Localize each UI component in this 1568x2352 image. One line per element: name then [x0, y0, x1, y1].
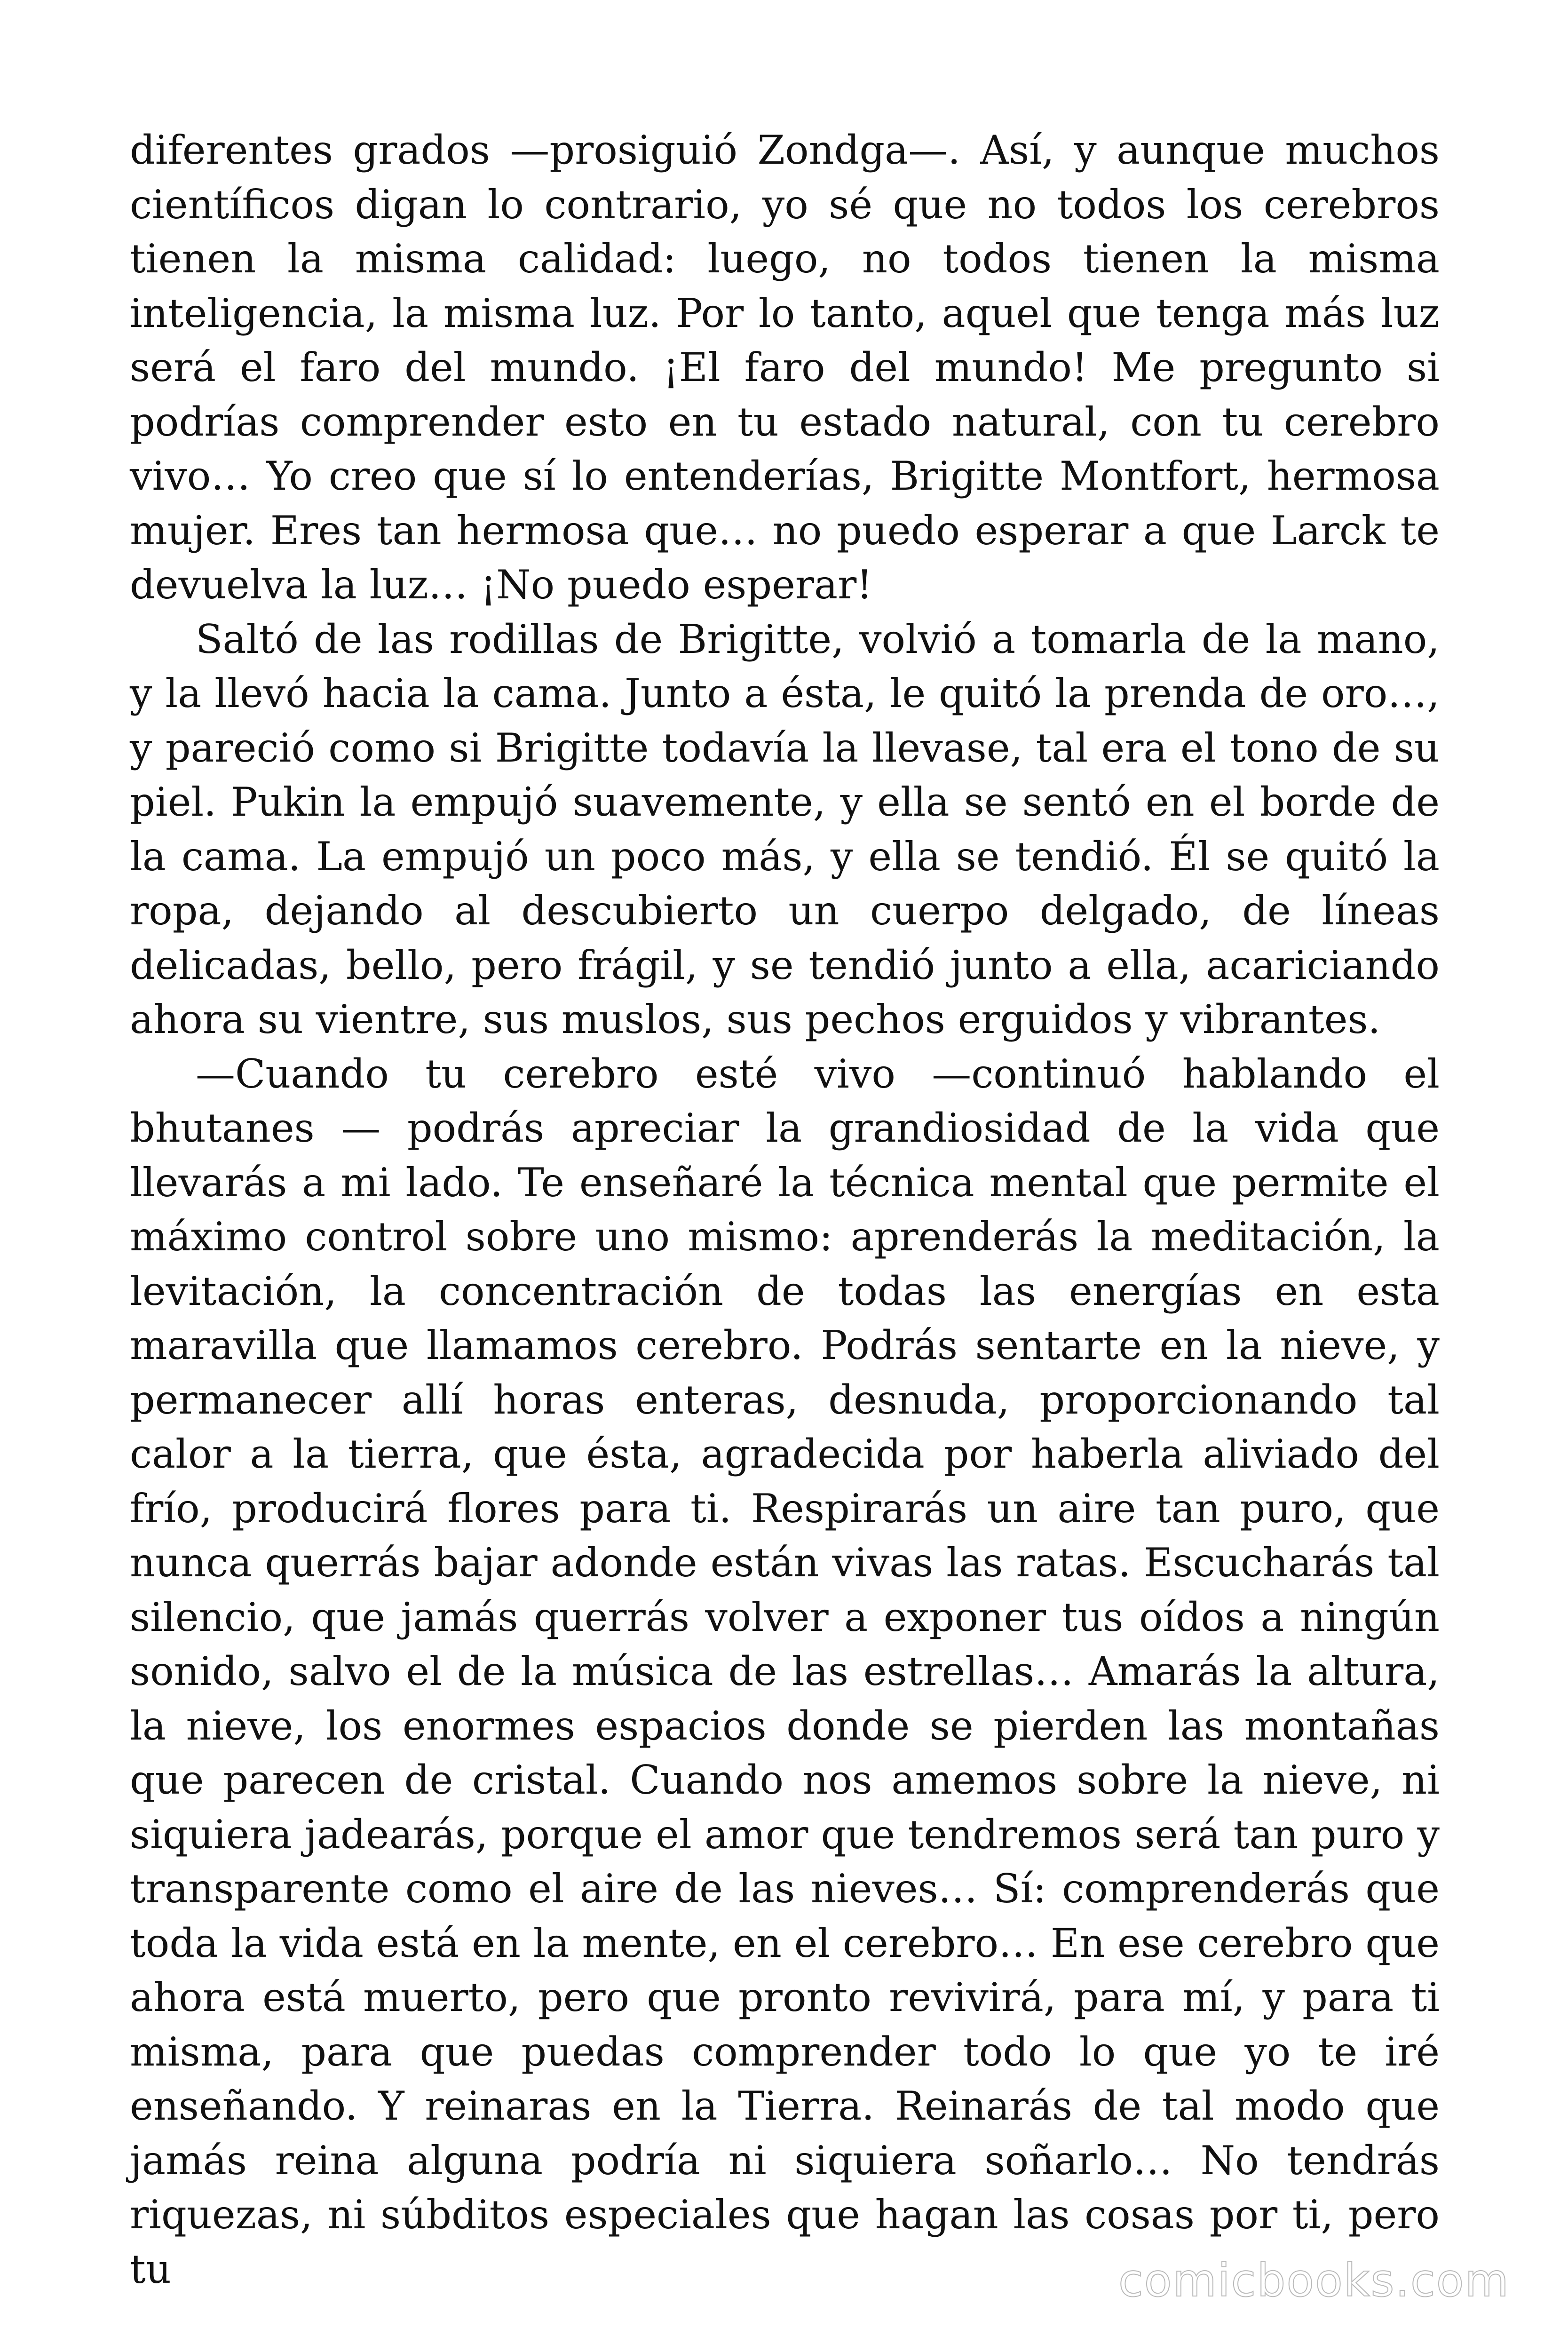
paragraph-1: diferentes grados —prosiguió Zondga—. Así, y aunque muchos científicos digan lo contrario, yo sé que no todos los cerebros tienen la misma calidad: luego, no todos tienen la misma inteligencia, la misma luz. Por lo tanto, aquel que tenga más luz será el faro del mundo. ¡El faro del mundo! Me pregunto si podrías comprender esto en tu estado natural, con tu cerebro vivo… Yo creo que sí lo entenderías, Brigitte Montfort, hermosa mujer. Eres tan hermosa que… no puedo esperar a que Larck te devuelva la luz… ¡No puedo esperar! — [130, 127, 1440, 608]
paragraph-3: —Cuando tu cerebro esté vivo —continuó hablando el bhutanes — podrás apreciar la grandiosidad de la vida que llevarás a mi lado. Te enseñaré la técnica mental que permite el máximo control sobre uno mismo: aprenderás la meditación, la levitación, la concentración de todas las energías en esta maravilla que llamamos cerebro. Podrás sentarte en la nieve, y permanecer allí horas enteras, desnuda, proporcionando tal calor a la tierra, que ésta, agradecida por haberla aliviado del frío, producirá flores para ti. Respirarás un aire tan puro, que nunca querrás bajar adonde están vivas las ratas. Escucharás tal silencio, que jamás querrás volver a exponer tus oídos a ningún sonido, salvo el de la música de las estrellas… Amarás la altura, la nieve, los enormes espacios donde se pierden las montañas que parecen de cristal. Cuando nos amemos sobre la nieve, ni siquiera jadearás, porque el amor que tendremos será tan puro y transparente como el aire de las nieves… Sí: comprenderás que toda la vida está en la mente, en el cerebro… En ese cerebro que ahora está muerto, pero que pronto revivirá, para mí, y para ti misma, para que puedas comprender todo lo que yo te iré enseñando. Y reinaras en la Tierra. Reinarás de tal modo que jamás reina alguna podría ni siquiera soñarlo… No tendrás riquezas, ni súbditos especiales que hagan las cosas por ti, pero tu — [130, 1050, 1440, 2292]
watermark-text: comicbooks.com — [1118, 2254, 1510, 2307]
paragraph-2: Saltó de las rodillas de Brigitte, volvió a tomarla de la mano, y la llevó hacia la cama. Junto a ésta, le quitó la prenda de oro…, y pareció como si Brigitte todavía la llevase, tal era el tono de su piel. Pukin la empujó suavemente, y ella se sentó en el borde de la cama. La empujó un poco más, y ella se tendió. Él se quitó la ropa, dejando al descubierto un cuerpo delgado, de líneas delicadas, bello, pero frágil, y se tendió junto a ella, acariciando ahora su vientre, sus muslos, sus pechos erguidos y vibrantes. — [130, 616, 1440, 1042]
book-page-text — [130, 123, 1440, 2296]
